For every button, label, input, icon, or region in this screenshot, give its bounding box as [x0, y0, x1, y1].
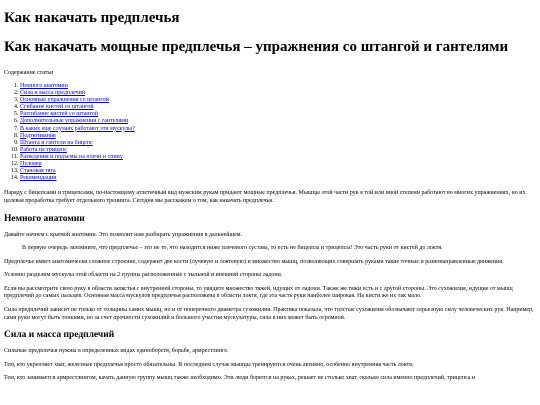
table-of-contents	[4, 83, 536, 182]
toc-heading: Содержание статьи	[4, 70, 54, 76]
toc-link-10[interactable]: Работа на трицепс	[20, 146, 67, 153]
toc-item	[20, 111, 536, 118]
toc-link-8[interactable]: Подтягивания	[20, 132, 56, 139]
toc-link-7[interactable]: В каких еще случаях работают эти мускулы?	[20, 125, 135, 132]
paragraph: Условно разделим мускулы этой области на 2 группы расположенные с тыльной и внешней стороны ладони.	[4, 272, 283, 279]
toc-link-12[interactable]: Пуловер	[20, 161, 42, 168]
toc-link-1[interactable]: Немного анатомии	[20, 83, 68, 89]
paragraph: Сила предплечий зависит не только от толщины самих мышц, но и от поперечного диаметра сухожилия. Практика показала, что толстые сухожилия обозначают серьезную силу человеческих рук. Например, сами руки могут быть тонкими, но за счет прочности сухожилий и большого участия мускулатуры, сила в них может быть огромной.	[4, 307, 534, 321]
toc-link-13[interactable]: Становая тяга	[20, 168, 56, 175]
toc-link-9[interactable]: Штанга и гантели на бицепс	[20, 139, 93, 146]
section-heading-strength: Сила и масса предплечий	[4, 330, 115, 341]
toc-item	[20, 133, 536, 140]
site-title: Как накачать предплечья	[4, 10, 180, 26]
toc-item	[20, 97, 536, 104]
toc-link-14[interactable]: Рекомендации	[20, 175, 57, 182]
toc-item	[20, 140, 536, 147]
toc-item	[20, 161, 536, 168]
intro-paragraph: Наряду с бицепсами и трицепсами, по-настоящему атлетичный вид мужским рукам придают мощные предплечья. Мышцы этой части рук в той или иной степени работают во многих упражнениях, но их целевая проработка требует отдельного тренинга. Сегодня мы расскажем о том, как накачать предплечья.	[4, 190, 526, 204]
toc-item	[20, 126, 536, 133]
paragraph: Сильные предплечья нужны в определенных видах единоборств, борьбе, армрестлинге.	[4, 348, 229, 355]
paragraph: Тем, кто укрепляет хват, железные предплечья просто обязательны. В последнем случае мышцы тренируются очень активно, особенно внутренняя часть локтя.	[4, 361, 414, 368]
toc-item	[20, 147, 536, 154]
toc-link-2[interactable]: Сила и масса предплечий	[20, 90, 86, 97]
paragraph: Если вы рассмотрите свою руку в области запястья с внутренней стороны, то увидите множество тяжей, идущих от ладони. Также же тяжи есть и с другой стороны. Это сухожилия, идущие от мышц предплечий до самых пальцев. Основная масса мускулов предплечья расположена в области локтя, где эта часть руки наиболее широкая. На кисти же их так мало.	[4, 285, 513, 300]
toc-item	[20, 175, 536, 182]
toc-link-3[interactable]: Основные упражнения со штангой	[20, 97, 109, 104]
paragraph: Тем, кто занимается армрестлингом, качать данную группу мышц также необходимо. Эти люди борются на руках, решает не столько хват, сколько сила именно предплечий, трицепса и	[4, 375, 476, 382]
toc-item	[20, 83, 536, 90]
toc-item	[20, 168, 536, 175]
toc-link-6[interactable]: Дополнительные упражнения с гантелями	[20, 118, 129, 125]
section-heading-anatomy: Немного анатомии	[4, 213, 85, 224]
toc-link-4[interactable]: Сгибание кистей со штангой	[20, 104, 94, 111]
toc-link-11[interactable]: Разведения и подъемы на плечи и спину	[20, 153, 123, 160]
paragraph: Предплечье имеет анатомически сложное строение, содержит две кости (лучевую и локтевую) и множество мышц, позволяющих совершать руками такие точные и разнонаправленные движения.	[4, 258, 504, 265]
toc-item	[20, 118, 536, 125]
toc-item	[20, 154, 536, 161]
paragraph: Давайте начнем с краткой анатомии. Это позволит нам разбирать упражнения в дальнейшем.	[4, 231, 243, 238]
toc-link-5[interactable]: Разгибание кистей со штангой	[20, 111, 99, 118]
article-title: Как накачать мощные предплечья – упражнения со штангой и гантелями	[4, 39, 509, 55]
paragraph: В первую очередь запомните, что предплечье – это не то, что находится ниже плечевого сустава, то есть не бицепсы и трицепсы! Это часть руки от кистей до локтя.	[22, 245, 443, 252]
